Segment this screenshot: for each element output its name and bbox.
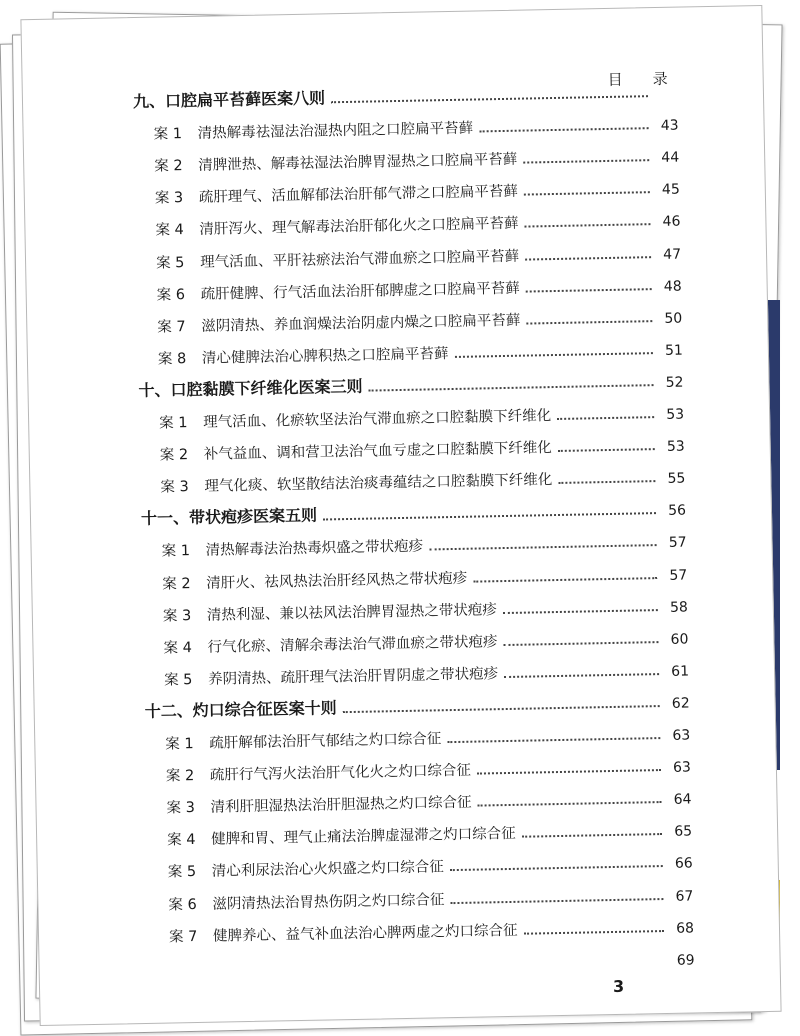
toc-case-row xyxy=(168,850,693,882)
case-entry xyxy=(163,598,497,625)
page-number: 3 xyxy=(613,977,625,996)
case-entry xyxy=(164,662,498,689)
toc-chapter-row xyxy=(133,80,678,112)
leader-dots xyxy=(429,544,656,550)
table-of-contents xyxy=(21,6,780,1025)
leader-dots xyxy=(503,641,658,646)
leader-dots xyxy=(454,352,653,358)
leader-dots xyxy=(524,930,665,935)
leader-dots xyxy=(478,801,662,807)
leader-dots xyxy=(479,127,649,132)
toc-case-row xyxy=(161,529,686,561)
case-number: 案 4 xyxy=(167,828,211,850)
leader-dots xyxy=(450,865,663,871)
entry-title: 清肝火、祛风热法治肝经风热之带状疱疹 xyxy=(206,570,467,591)
toc-case-row xyxy=(168,882,693,914)
case-number: 案 5 xyxy=(156,250,200,272)
case-number: 案 1 xyxy=(161,539,205,561)
entry-title: 清肝泻火、理气解毒法治肝郁化火之口腔扁平苔藓 xyxy=(199,216,518,238)
case-entry xyxy=(156,244,519,272)
entry-page-number: 63 xyxy=(667,760,691,776)
entry-page-number: 56 xyxy=(662,503,686,519)
entry-title: 理气活血、平肝祛瘀法治气滞血瘀之口腔扁平苔藓 xyxy=(200,248,519,270)
case-entry xyxy=(162,566,467,593)
leader-dots xyxy=(369,384,654,391)
case-entry xyxy=(167,822,516,850)
entry-page-number: 61 xyxy=(665,663,689,679)
toc-case-row xyxy=(155,176,680,208)
leader-dots xyxy=(504,673,659,678)
entry-page-number: 45 xyxy=(656,182,680,198)
leader-dots xyxy=(331,95,648,103)
toc-case-row xyxy=(163,593,688,625)
case-entry xyxy=(155,180,518,208)
chapter-title xyxy=(144,695,336,722)
entry-title: 清热解毒祛湿法治湿热内阻之口腔扁平苔藓 xyxy=(197,121,473,142)
case-entry xyxy=(159,404,551,433)
toc-chapter-row xyxy=(141,497,686,529)
case-number: 案 5 xyxy=(164,668,208,690)
case-entry xyxy=(157,308,520,336)
entry-page-number: 48 xyxy=(657,278,681,294)
entry-title: 清脾泄热、解毒祛湿法治脾胃湿热之口腔扁平苔藓 xyxy=(198,152,517,174)
leader-dots xyxy=(526,288,652,292)
case-number: 案 8 xyxy=(158,347,202,369)
case-entry xyxy=(161,535,423,561)
leader-dots xyxy=(477,769,661,775)
case-entry xyxy=(155,212,518,240)
chapter-title xyxy=(138,374,362,401)
toc-case-row xyxy=(160,433,685,465)
case-entry xyxy=(158,342,449,369)
entry-title: 九、口腔扁平苔藓医案八则 xyxy=(133,88,325,111)
entry-page-number: 46 xyxy=(656,214,680,230)
toc-chapter-row xyxy=(138,368,683,400)
toc-case-row xyxy=(169,946,694,978)
case-entry xyxy=(166,791,471,818)
entry-title: 清利肝胆湿热法治肝胆湿热之灼口综合征 xyxy=(210,795,471,816)
case-number: 案 5 xyxy=(168,860,212,882)
leader-dots xyxy=(523,159,649,163)
toc-case-row xyxy=(167,818,692,850)
entry-page-number: 62 xyxy=(666,695,690,711)
toc-case-row xyxy=(156,272,681,304)
case-entry xyxy=(168,888,444,914)
chapter-title xyxy=(133,85,325,112)
leader-dots xyxy=(526,320,652,324)
case-entry xyxy=(170,961,214,978)
leader-dots xyxy=(343,705,660,713)
case-entry xyxy=(156,276,519,304)
case-number: 案 2 xyxy=(166,764,210,786)
toc-case-row xyxy=(155,208,680,240)
entry-page-number: 51 xyxy=(659,342,683,358)
case-entry xyxy=(168,856,444,882)
toc-page xyxy=(20,5,781,1026)
toc-case-row xyxy=(159,401,684,433)
entry-page-number: 55 xyxy=(661,471,685,487)
toc-case-row xyxy=(169,914,694,946)
case-number: 案 2 xyxy=(160,443,204,465)
entry-page-number: 47 xyxy=(657,246,681,262)
case-entry xyxy=(160,468,552,497)
toc-case-row xyxy=(163,625,688,657)
entry-title: 清热利湿、兼以祛风法治脾胃湿热之带状疱疹 xyxy=(207,602,497,624)
case-entry xyxy=(163,630,497,657)
case-entry xyxy=(153,117,473,144)
case-number: 案 2 xyxy=(162,571,206,593)
leader-dots xyxy=(525,256,651,260)
entry-title: 滋阴清热、养血润燥法治阴虚内燥之口腔扁平苔藓 xyxy=(201,312,520,334)
entry-title: 十、口腔黏膜下纤维化医案三则 xyxy=(138,377,362,400)
toc-case-row xyxy=(158,336,683,368)
leader-dots xyxy=(450,898,663,904)
case-number: 案 6 xyxy=(168,892,212,914)
entry-page-number: 64 xyxy=(667,792,691,808)
case-number: 案 2 xyxy=(154,154,198,176)
toc-case-row xyxy=(164,657,689,689)
leader-dots xyxy=(503,609,658,614)
toc-chapter-row xyxy=(144,689,689,721)
case-number: 案 7 xyxy=(169,924,213,946)
entry-title: 十一、带状疱疹医案五则 xyxy=(141,506,317,528)
case-number: 案 3 xyxy=(163,603,207,625)
leader-dots xyxy=(558,448,655,452)
case-entry xyxy=(166,759,471,786)
entry-page-number: 53 xyxy=(660,407,684,423)
entry-title: 滋阴清热法治胃热伤阴之灼口综合征 xyxy=(212,892,444,912)
case-number: 案 1 xyxy=(159,411,203,433)
entry-page-number: 63 xyxy=(666,727,690,743)
case-number: 案 3 xyxy=(160,475,204,497)
case-entry xyxy=(165,727,441,753)
leader-dots xyxy=(558,480,655,484)
entry-page-number: 43 xyxy=(654,118,678,134)
leader-dots xyxy=(524,191,650,195)
entry-page-number: 67 xyxy=(669,888,693,904)
entry-page-number: 52 xyxy=(659,374,683,390)
entry-page-number: 53 xyxy=(661,439,685,455)
entry-page-number: 58 xyxy=(664,599,688,615)
case-number xyxy=(170,973,214,974)
entry-page-number: 65 xyxy=(668,824,692,840)
entry-page-number: 44 xyxy=(655,150,679,166)
entry-title: 理气活血、化瘀软坚法治气滞血瘀之口腔黏膜下纤维化 xyxy=(203,408,551,431)
entry-title: 清热解毒法治热毒炽盛之带状疱疹 xyxy=(205,539,423,559)
entry-page-number: 60 xyxy=(664,631,688,647)
entry-page-number: 57 xyxy=(663,567,687,583)
entry-title: 清心健脾法治心脾积热之口腔扁平苔藓 xyxy=(202,346,449,367)
toc-case-row xyxy=(153,112,678,144)
leader-dots xyxy=(323,512,656,520)
entry-title: 疏肝理气、活血解郁法治肝郁气滞之口腔扁平苔藓 xyxy=(199,184,518,206)
case-number: 案 3 xyxy=(155,186,199,208)
chapter-title xyxy=(141,503,317,529)
entry-title: 疏肝行气泻火法治肝气化火之灼口综合征 xyxy=(210,763,471,784)
toc-case-row xyxy=(166,754,691,786)
entry-page-number: 66 xyxy=(669,856,693,872)
entry-title: 健脾养心、益气补血法治心脾两虚之灼口综合征 xyxy=(213,922,518,944)
entry-title: 理气化痰、软坚散结法治痰毒蕴结之口腔黏膜下纤维化 xyxy=(204,472,552,495)
entry-title: 健脾和胃、理气止痛法治脾虚湿滞之灼口综合征 xyxy=(211,826,516,848)
entry-title: 补气益血、调和营卫法治气血亏虚之口腔黏膜下纤维化 xyxy=(204,440,552,463)
toc-case-row xyxy=(162,561,687,593)
case-number: 案 6 xyxy=(156,282,200,304)
toc-case-row xyxy=(154,144,679,176)
case-number: 案 7 xyxy=(157,314,201,336)
leader-dots xyxy=(473,577,657,583)
toc-case-row xyxy=(160,465,685,497)
leader-dots xyxy=(447,737,660,743)
entry-page-number: 68 xyxy=(670,920,694,936)
case-number: 案 3 xyxy=(166,796,210,818)
entry-title: 行气化瘀、清解余毒法治气滞血瘀之带状疱疹 xyxy=(207,634,497,656)
entry-title: 清心利尿法治心火炽盛之灼口综合征 xyxy=(212,860,444,880)
entry-title: 疏肝健脾、行气活血法治肝郁脾虚之口腔扁平苔藓 xyxy=(201,280,520,302)
case-number: 案 1 xyxy=(165,732,209,754)
running-header: 目录 xyxy=(607,67,697,90)
entry-title: 疏肝解郁法治肝气郁结之灼口综合征 xyxy=(209,731,441,751)
case-entry xyxy=(154,148,517,176)
toc-case-row xyxy=(165,721,690,753)
case-entry xyxy=(169,918,518,946)
leader-dots xyxy=(522,833,663,838)
leader-dots xyxy=(557,416,654,420)
case-number: 案 4 xyxy=(155,218,199,240)
entry-title: 十二、灼口综合征医案十则 xyxy=(145,698,337,721)
entry-page-number: 50 xyxy=(658,310,682,326)
case-number: 案 4 xyxy=(163,635,207,657)
entry-title: 养阴清热、疏肝理气法治肝胃阴虚之带状疱疹 xyxy=(208,666,498,688)
toc-case-row xyxy=(166,786,691,818)
case-number: 案 1 xyxy=(153,122,197,144)
case-entry xyxy=(160,436,552,465)
entry-page-number: 69 xyxy=(670,952,694,968)
entry-page-number: 57 xyxy=(662,535,686,551)
toc-case-row xyxy=(157,304,682,336)
leader-dots xyxy=(524,224,650,228)
toc-case-row xyxy=(156,240,681,272)
